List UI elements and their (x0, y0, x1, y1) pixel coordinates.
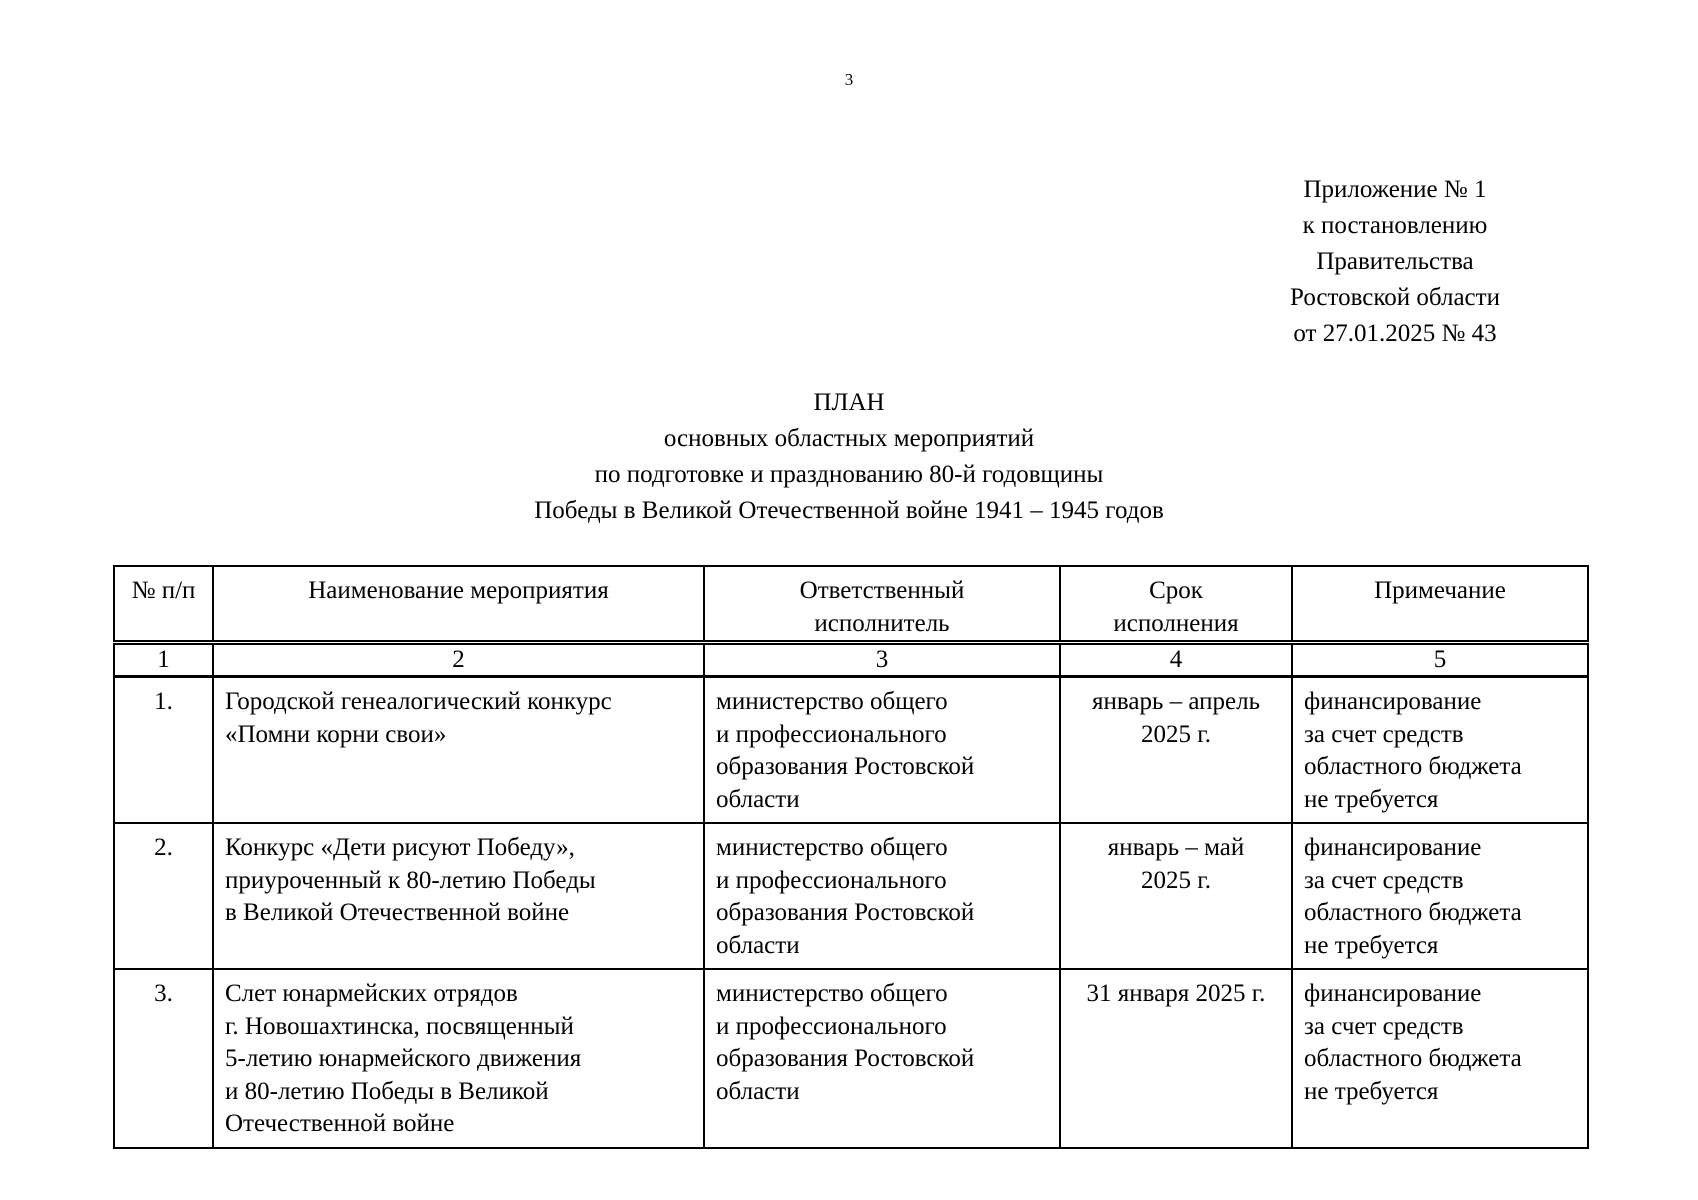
execution-term (1060, 969, 1292, 1148)
row-number: 1. (114, 677, 213, 824)
event-name (213, 969, 704, 1148)
column-number: 3 (704, 643, 1060, 677)
appendix-line: Приложение № 1 (1303, 176, 1487, 203)
column-number: 1 (114, 643, 213, 677)
header-responsible (704, 566, 1060, 643)
plan-title (0, 385, 1698, 529)
header-line: № п/п (131, 577, 196, 604)
row-number: 3. (114, 969, 213, 1148)
responsible-line: министерство общего (716, 980, 948, 1007)
responsible-line: области (716, 785, 800, 813)
note-line: областного бюджета (1304, 1045, 1522, 1072)
event-name-line: Отечественной войне (225, 1110, 455, 1137)
event-name-line: в Великой Отечественной войне (225, 899, 570, 926)
responsible-executor (704, 823, 1060, 969)
execution-term (1060, 677, 1292, 824)
header-line: Примечание (1374, 577, 1506, 604)
appendix-line: Правительства (1316, 248, 1474, 275)
event-name-line: г. Новошахтинска, посвященный (225, 1012, 574, 1040)
responsible-line: министерство общего (716, 834, 948, 861)
responsible-line: и профессионального (716, 720, 947, 748)
note-line: за счет средств (1304, 720, 1464, 748)
plan-title-line: Победы в Великой Отечественной войне 1941 – 1945 годов (534, 497, 1164, 524)
term-line: январь – май (1107, 834, 1245, 861)
event-name-line: и 80-летию Победы в Великой (225, 1077, 549, 1105)
responsible-line: министерство общего (716, 688, 948, 715)
execution-term (1060, 823, 1292, 969)
term-line: 2025 г. (1141, 720, 1211, 748)
header-line: Ответственный (799, 577, 965, 604)
note-line: не требуется (1304, 931, 1439, 959)
table-row (114, 823, 1588, 969)
event-name-line: приуроченный к 80-летию Победы (225, 866, 596, 894)
note-line: за счет средств (1304, 866, 1464, 894)
term-line: 31 января 2025 г. (1086, 980, 1266, 1007)
column-number: 5 (1292, 643, 1588, 677)
event-name-line: «Помни корни свои» (225, 720, 447, 748)
event-name (213, 677, 704, 824)
responsible-line: образования Ростовской (716, 899, 975, 926)
header-line: исполнитель (814, 609, 950, 637)
note-line: не требуется (1304, 785, 1439, 813)
header-note (1292, 566, 1588, 643)
column-number-row (114, 643, 1588, 677)
responsible-line: образования Ростовской (716, 1045, 975, 1072)
note-line: финансирование (1304, 834, 1482, 861)
table-row (114, 677, 1588, 824)
event-name-line: 5-летию юнармейского движения (225, 1045, 582, 1072)
plan-title-line: ПЛАН (813, 389, 885, 416)
responsible-executor (704, 677, 1060, 824)
event-name (213, 823, 704, 969)
page-number: 3 (844, 70, 854, 89)
header-term (1060, 566, 1292, 643)
note-line: финансирование (1304, 980, 1482, 1007)
plan-title-line: основных областных мероприятий (663, 425, 1035, 452)
row-number: 2. (114, 823, 213, 969)
note (1292, 969, 1588, 1148)
responsible-line: области (716, 931, 800, 959)
responsible-line: области (716, 1077, 800, 1105)
plan-title-line: по подготовке и празднованию 80-й годовщины (594, 461, 1104, 488)
note-line: за счет средств (1304, 1012, 1464, 1040)
responsible-line: и профессионального (716, 866, 947, 894)
responsible-line: образования Ростовской (716, 753, 975, 780)
plan-table (113, 565, 1589, 1149)
term-line: 2025 г. (1141, 866, 1211, 894)
header-num (114, 566, 213, 643)
appendix-block (1230, 172, 1560, 352)
column-number: 2 (213, 643, 704, 677)
header-line: Наименование мероприятия (308, 577, 609, 604)
column-number: 4 (1060, 643, 1292, 677)
event-name-line: Городской генеалогический конкурс (225, 688, 612, 715)
note-line: не требуется (1304, 1077, 1439, 1105)
appendix-line: к постановлению (1302, 212, 1488, 239)
note-line: финансирование (1304, 688, 1482, 715)
table-header-row (114, 566, 1588, 643)
term-line: январь – апрель (1092, 688, 1260, 715)
header-line: исполнения (1113, 609, 1239, 637)
header-line: Срок (1149, 577, 1203, 604)
appendix-line: Ростовской области (1290, 284, 1500, 311)
note-line: областного бюджета (1304, 753, 1522, 780)
appendix-line: от 27.01.2025 № 43 (1293, 320, 1497, 347)
responsible-line: и профессионального (716, 1012, 947, 1040)
table-row (114, 969, 1588, 1148)
event-name-line: Слет юнармейских отрядов (225, 980, 518, 1007)
note (1292, 677, 1588, 824)
responsible-executor (704, 969, 1060, 1148)
note-line: областного бюджета (1304, 899, 1522, 926)
header-name (213, 566, 704, 643)
note (1292, 823, 1588, 969)
event-name-line: Конкурс «Дети рисуют Победу», (225, 834, 575, 861)
